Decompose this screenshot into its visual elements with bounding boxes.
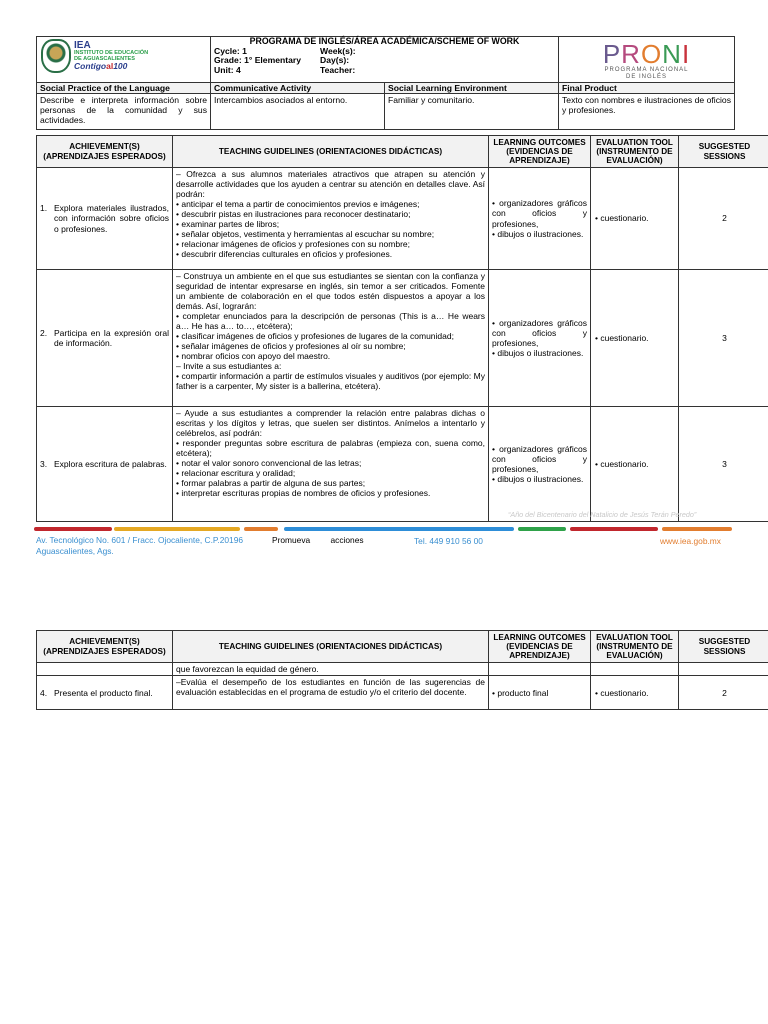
sessions-cell: 3	[679, 270, 768, 407]
slogan-prefix: Contigo	[74, 61, 107, 72]
iea-logo-cell	[37, 37, 211, 83]
guideline-line: – Construya un ambiente en el que sus estudiantes se sientan con la confianza y seguridad de intentar expresarse en inglés, sin temor a ser criticados. Fomente un ambiente de colaboración en el que todos estén dispuestos a apoyar a los demás. Así, lograrán:	[176, 271, 485, 312]
outcomes-cell	[489, 168, 591, 270]
header-tool: EVALUATION TOOL (INSTRUMENTO DE EVALUACIÓN)	[591, 631, 679, 663]
guideline-line: • relacionar imágenes de oficios y profesiones con su nombre;	[176, 239, 411, 250]
unit-label: Unit: 4	[214, 65, 241, 76]
social-practice-value: Describe e interpreta información sobre personas de la comunidad y sus actividades.	[37, 94, 211, 130]
iea-seal-icon	[41, 39, 71, 73]
header-achievement: ACHIEVEMENT(S) (APRENDIZAJES ESPERADOS)	[37, 631, 173, 663]
achievement-cell	[37, 676, 173, 710]
footer-phone: Tel. 449 910 56 00	[414, 536, 483, 546]
guidelines-cell	[173, 270, 489, 407]
scheme-table-page1	[36, 135, 768, 522]
outcome-item: • dibujos o ilustraciones.	[492, 348, 584, 359]
communicative-activity-label: Communicative Activity	[211, 83, 385, 94]
guideline-line: • examinar partes de libros;	[176, 219, 280, 230]
proni-logo-cell	[559, 37, 735, 83]
header-achievement: ACHIEVEMENT(S) (APRENDIZAJES ESPERADOS)	[37, 136, 173, 168]
achievement-number: 3.	[40, 458, 48, 469]
header-outcomes: LEARNING OUTCOMES (EVIDENCIAS DE APRENDIZAJE)	[489, 631, 591, 663]
color-bar-segment	[570, 527, 658, 531]
outcome-item: • producto final	[492, 687, 549, 698]
footer-address-line1: Av. Tecnológico No. 601 / Fracc. Ojocaliente, C.P.20196	[36, 535, 244, 545]
continuation-empty	[591, 663, 679, 676]
footer-address-line2: Aguascalientes, Ags.	[36, 545, 114, 556]
footer-color-bar	[34, 527, 732, 531]
outcomes-cell	[489, 270, 591, 407]
slogan-num: 100	[113, 61, 128, 72]
scheme-table-page2	[36, 630, 768, 710]
guideline-line: • interpretar escrituras propias de nombres de oficios y profesiones.	[176, 488, 431, 499]
proni-sub1: PROGRAMA NACIONAL	[604, 67, 689, 73]
guideline-line: • nombrar oficios con apoyo del maestro.	[176, 351, 331, 362]
outcome-item: • dibujos o ilustraciones.	[492, 474, 584, 485]
iea-line1: INSTITUTO DE EDUCACIÓN	[74, 50, 149, 57]
achievement-number: 2.	[40, 327, 48, 338]
continuation-empty	[489, 663, 591, 676]
proni-letter-p: P	[602, 39, 622, 69]
proni-logo	[563, 39, 730, 80]
guideline-line: • relacionar escritura y oralidad;	[176, 468, 296, 479]
sessions-cell: 3	[679, 407, 768, 522]
achievement-number: 4.	[40, 687, 48, 698]
guideline-line: • anticipar el tema a partir de conocimientos previos e imágenes;	[176, 199, 420, 210]
achievement-cell	[37, 168, 173, 270]
communicative-activity-value: Intercambios asociados al entorno.	[211, 94, 385, 130]
color-bar-segment	[518, 527, 566, 531]
proni-letter-r: R	[621, 39, 641, 69]
table-row	[37, 407, 768, 522]
color-bar-segment	[114, 527, 240, 531]
outcome-item: • dibujos o ilustraciones.	[492, 228, 584, 239]
guideline-line: – Invite a sus estudiantes a:	[176, 361, 282, 372]
sessions-cell: 2	[679, 676, 768, 710]
guideline-line: • descubrir diferencias culturales en oficios y profesiones.	[176, 249, 393, 260]
color-bar-segment	[284, 527, 514, 531]
learning-environment-label: Social Learning Environment	[385, 83, 559, 94]
scheme-title: PROGRAMA DE INGLÉS/ÁREA ACADÉMICA/SCHEME OF WORK	[249, 36, 520, 46]
evaluation-tool-cell: • cuestionario.	[591, 676, 679, 710]
outcome-item: • organizadores gráficos con oficios y profesiones,	[492, 317, 587, 348]
guideline-line: –Evalúa el desempeño de los estudiantes en función de las sugerencias de evaluación establecidas en el programa de estudio y/o el criterio del docente.	[176, 677, 485, 698]
scheme-info-cell	[211, 37, 559, 83]
continuation-text: que favorezcan la equidad de género.	[173, 663, 489, 676]
header-sessions: SUGGESTED SESSIONS	[679, 631, 768, 663]
outcome-item: • organizadores gráficos con oficios y profesiones,	[492, 198, 587, 229]
guideline-line: • formar palabras a partir de alguna de sus partes;	[176, 478, 366, 489]
days-label: Day(s):	[320, 55, 350, 66]
guideline-line: • señalar objetos, vestimenta y herramientas al escuchar su nombre;	[176, 229, 435, 240]
header-sessions: SUGGESTED SESSIONS	[679, 136, 768, 168]
table-row	[37, 676, 768, 710]
achievement-text: Presenta el producto final.	[54, 687, 153, 698]
iea-line2: DE AGUASCALIENTES	[74, 55, 136, 62]
guideline-line: • clasificar imágenes de oficios y profesiones de lugares de la comunidad;	[176, 331, 454, 342]
guideline-line: • responder preguntas sobre escritura de palabras (empieza con, suena como, etcétera);	[176, 438, 485, 459]
cycle-label: Cycle: 1	[214, 45, 247, 56]
learning-environment-value: Familiar y comunitario.	[385, 94, 559, 130]
teacher-label: Teacher:	[320, 65, 356, 76]
header-outcomes: LEARNING OUTCOMES (EVIDENCIAS DE APRENDIZAJE)	[489, 136, 591, 168]
slogan-mid: al	[106, 61, 114, 72]
evaluation-tool-cell: • cuestionario.	[591, 270, 679, 407]
iea-name: IEA	[74, 40, 91, 52]
proni-letter-i: I	[681, 39, 691, 69]
footer-mid-text: Promueva acciones	[272, 535, 364, 545]
sessions-cell: 2	[679, 168, 768, 270]
table-row	[37, 168, 768, 270]
guideline-line: – Ofrezca a sus alumnos materiales atractivos que atrapen su atención y desarrolle actividades que los ayuden a centrar su atención en detalles clave. Así podrán:	[176, 169, 485, 200]
achievement-text: Participa en la expresión oral de información.	[54, 327, 169, 348]
proni-letter-o: O	[640, 39, 663, 69]
guideline-line: • compartir información a partir de estímulos visuales y auditivos (por ejemplo: My father is a carpenter, My sister is a ballerina, etcétera).	[176, 371, 485, 392]
guidelines-cell	[173, 676, 489, 710]
proni-sub2: DE INGLÉS	[625, 73, 667, 80]
iea-logo	[41, 39, 206, 73]
grade-label: Grade: 1° Elementary	[214, 55, 302, 66]
final-product-label: Final Product	[559, 83, 735, 94]
guidelines-cell	[173, 407, 489, 522]
header-table	[36, 36, 735, 130]
header-guidelines: TEACHING GUIDELINES (ORIENTACIONES DIDÁCTICAS)	[173, 631, 489, 663]
proni-letter-n: N	[662, 39, 682, 69]
color-bar-segment	[662, 527, 732, 531]
guidelines-cell	[173, 168, 489, 270]
outcomes-cell	[489, 676, 591, 710]
outcomes-cell	[489, 407, 591, 522]
footer-address	[36, 535, 276, 556]
header-tool: EVALUATION TOOL (INSTRUMENTO DE EVALUACIÓN)	[591, 136, 679, 168]
footer-website-link[interactable]: www.iea.gob.mx	[660, 536, 721, 546]
achievement-text: Explora materiales ilustrados, con información sobre oficios o profesiones.	[54, 203, 169, 234]
outcome-item: • organizadores gráficos con oficios y profesiones,	[492, 443, 587, 474]
guideline-line: • descubrir pistas en ilustraciones para reconocer destinatario;	[176, 209, 411, 220]
continuation-empty	[679, 663, 768, 676]
color-bar-segment	[244, 527, 278, 531]
evaluation-tool-cell: • cuestionario.	[591, 168, 679, 270]
iea-slogan	[74, 62, 148, 71]
achievement-cell	[37, 270, 173, 407]
continuation-empty	[37, 663, 173, 676]
achievement-text: Explora escritura de palabras.	[54, 458, 167, 469]
weeks-label: Week(s):	[320, 45, 356, 56]
color-bar-segment	[34, 527, 112, 531]
final-product-value: Texto con nombres e ilustraciones de oficios y profesiones.	[559, 94, 735, 130]
guideline-line: • señalar imágenes de oficios y profesiones al oír su nombre;	[176, 341, 406, 352]
social-practice-label: Social Practice of the Language	[37, 83, 211, 94]
guideline-line: – Ayude a sus estudiantes a comprender la relación entre palabras dichas o escritas y los dígitos y letras, que suelen ser distintos. Anímelos a intentarlo y celébrelos, así podrán:	[176, 408, 485, 439]
achievement-cell	[37, 407, 173, 522]
footer-motto: “Año del Bicentenario del Natalicio de Jesús Terán Peredo”	[508, 510, 697, 519]
table-row	[37, 270, 768, 407]
achievement-number: 1.	[40, 203, 48, 214]
guideline-line: • notar el valor sonoro convencional de las letras;	[176, 458, 362, 469]
evaluation-tool-cell: • cuestionario.	[591, 407, 679, 522]
guideline-line: • completar enunciados para la descripción de personas (This is a… He wears a… He has a… to…, etcétera);	[176, 311, 485, 332]
header-guidelines: TEACHING GUIDELINES (ORIENTACIONES DIDÁCTICAS)	[173, 136, 489, 168]
